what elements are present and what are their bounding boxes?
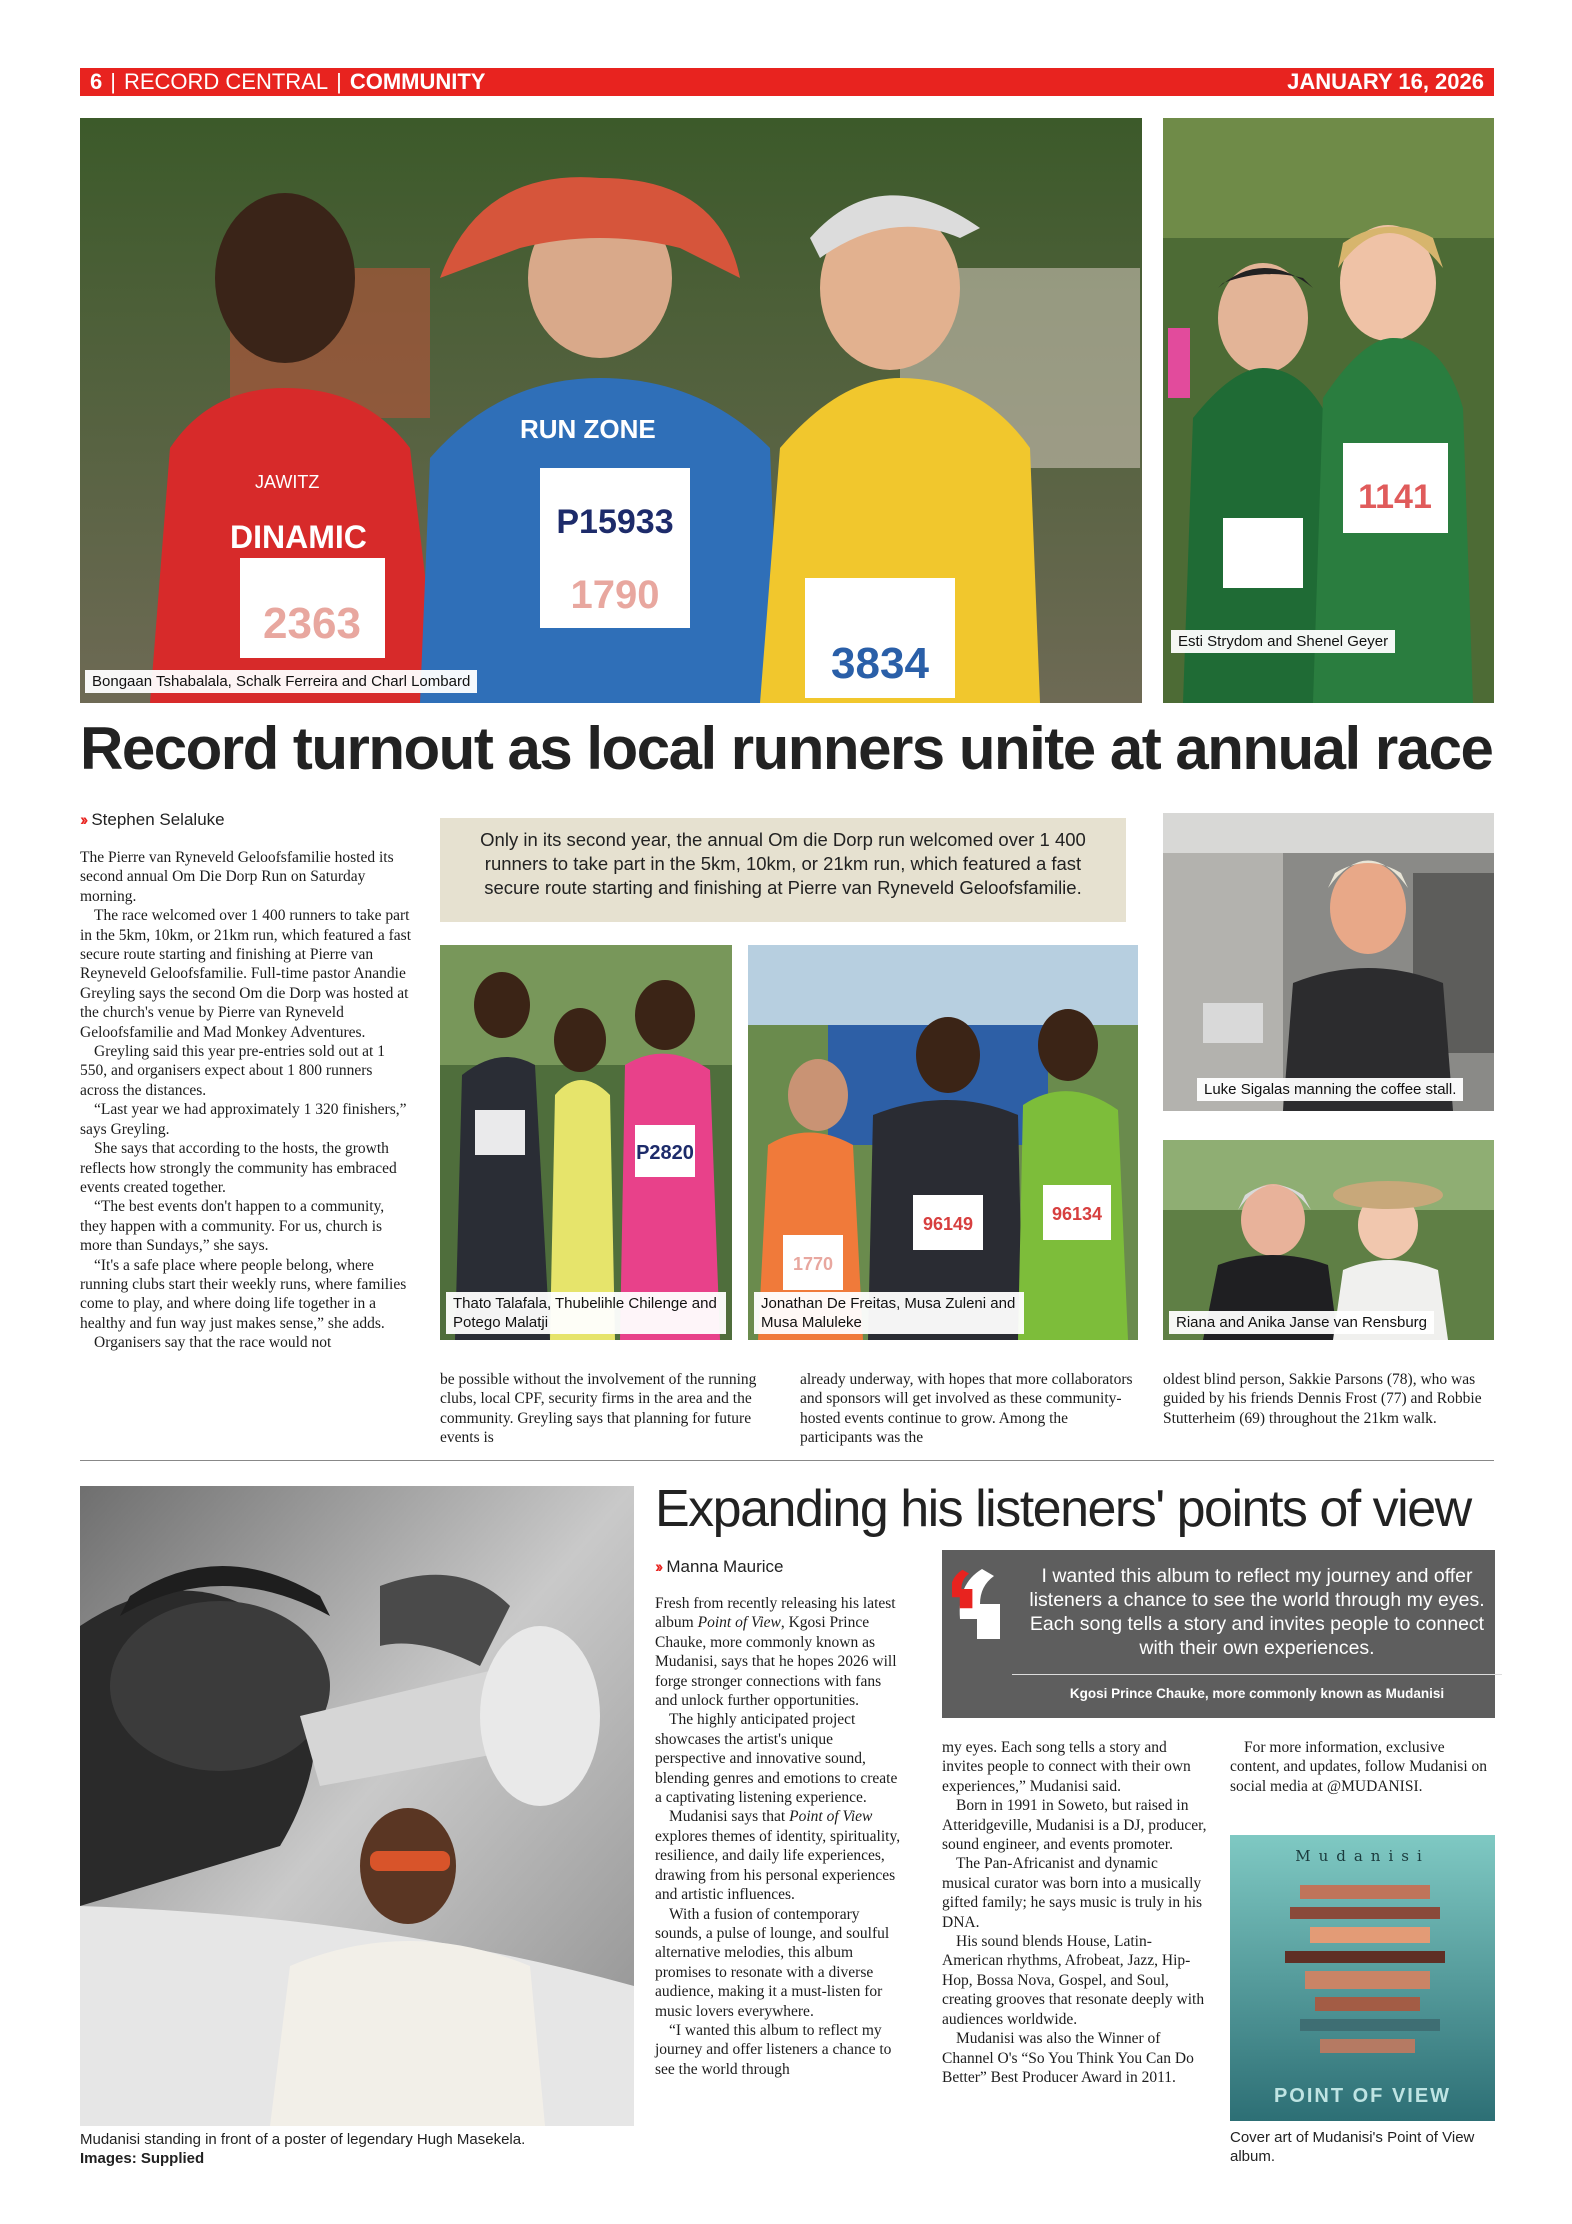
paragraph: The Pierre van Ryneveld Geloofsfamilie hosted its second annual Om Die Dorp Run on Saturday morning. (80, 849, 394, 905)
section-name: COMMUNITY (349, 69, 486, 94)
article-headline: Expanding his listeners' points of view (655, 1480, 1471, 1538)
quote-mark-icon (952, 1564, 1002, 1644)
photo-caption: Esti Strydom and Shenel Geyer (1171, 630, 1395, 653)
svg-text:DINAMIC: DINAMIC (230, 519, 367, 555)
paragraph: “It's a safe place where people belong, where running clubs start their weekly runs, where families come to play, and where doing life together in a healthy and fun way just makes sense,” she adds. (80, 1256, 407, 1332)
paragraph: my eyes. Each song tells a story and invites people to connect with their own experiences,” Mudanisi said. (942, 1739, 1191, 1795)
issue-date: JANUARY 16, 2026 (1287, 69, 1484, 94)
header-left: 6 | RECORD CENTRAL | COMMUNITY (90, 69, 486, 94)
paragraph: For more information, exclusive content, and updates, follow Mudanisi on social media at @MUDANISI. (1230, 1739, 1487, 1795)
photo-caption: Mudanisi standing in front of a poster of legendary Hugh Masekela. (80, 2131, 526, 2148)
author-name: Manna Maurice (666, 1557, 784, 1576)
svg-text:P15933: P15933 (556, 503, 674, 541)
svg-text:RUN ZONE: RUN ZONE (520, 414, 656, 444)
paragraph: Mudanisi says that Point of View explores themes of identity, spirituality, resilience, and daily life experiences, drawing from his personal experiences and artistic influences. (655, 1808, 901, 1904)
photo-coffee-stall (1163, 813, 1494, 1111)
article-column-2 (942, 1738, 1207, 2087)
article-column-3 (1230, 1738, 1495, 1796)
svg-text:P2820: P2820 (636, 1142, 694, 1164)
photo-caption: Thato Talafala, Thubelihle Chilenge and Potego Malatji (446, 1292, 726, 1334)
photo-caption: Bongaan Tshabalala, Schalk Ferreira and Charl Lombard (85, 670, 477, 693)
paragraph: With a fusion of contemporary sounds, a pulse of lounge, and soulful alternative melodies, this album promises to resonate with a diverse audience, making it a must-listen for music lovers everywhere. (655, 1905, 890, 2020)
paragraph: Greyling said this year pre-entries sold out at 1 550, and organisers expect about 1 800 runners across the distances. (80, 1043, 385, 1099)
photo-group-1 (440, 945, 732, 1340)
photo-riana-anika (1163, 1140, 1494, 1340)
svg-text:JAWITZ: JAWITZ (255, 472, 320, 492)
paragraph: “The best events don't happen to a community, they happen with a community. For us, church is more than Sundays,” she says. (80, 1198, 385, 1255)
section-divider (80, 1460, 1494, 1461)
photo-two-runners (1163, 118, 1494, 703)
paragraph: “Last year we had approximately 1 320 finishers,” says Greyling. (80, 1101, 407, 1138)
photo-caption: Cover art of Mudanisi's Point of View album. (1230, 2129, 1475, 2165)
photo-mudanisi (80, 1486, 634, 2126)
chevron-icon: ›› (655, 1557, 661, 1576)
svg-text:96134: 96134 (1051, 1204, 1103, 1224)
article-column-4: oldest blind person, Sakkie Parsons (78), who was guided by his friends Dennis Frost (77) and Robbie Stutterheim (69) throughout the 21km walk. (1163, 1371, 1482, 1427)
svg-text:1770: 1770 (792, 1254, 834, 1274)
svg-text:3834: 3834 (831, 639, 929, 688)
chevron-icon: ›› (80, 810, 86, 829)
album-title: Point of View (789, 1808, 873, 1826)
article-column-2: be possible without the involvement of the running clubs, local CPF, security firms in the area and the community. Greyling says that planning for future events is (440, 1371, 757, 1447)
paragraph: The race welcomed over 1 400 runners to take part in the 5km, 10km, or 21km run, which featured a fast secure route starting and finishing at Pierre van Reyneveld Geloofsfamilie. Full-time pastor Anandie Greyling says the second Om die Dorp was hosted at the church's venue by Pierre van Ryneveld Geloofsfamilie and Mad Monkey Adventures. (80, 907, 412, 1041)
paragraph: The highly anticipated project showcases the artist's unique perspective and innovative sound, blending genres and emotions to create a captivating listening experience. (655, 1711, 898, 1807)
header-bar (80, 68, 1494, 96)
article-column-1 (80, 848, 412, 1353)
paragraph: His sound blends House, Latin-American rhythms, Afrobeat, Jazz, Hip-Hop, Bossa Nova, Gospel, and Soul, creating grooves that resonate deeply with audiences worldwide. (942, 1933, 1205, 2028)
publication-name: RECORD CENTRAL (123, 69, 329, 94)
svg-text:1790: 1790 (570, 573, 660, 617)
paragraph: Born in 1991 in Soweto, but raised in Atteridgeville, Mudanisi is a DJ, producer, sound engineer, and events promoter. (942, 1797, 1207, 1854)
byline (80, 810, 225, 830)
author-name: Stephen Selaluke (91, 810, 225, 829)
paragraph: She says that according to the hosts, the growth reflects how strongly the community has embraced events created together. (80, 1140, 397, 1196)
album-title: POINT OF VIEW (1273, 2085, 1452, 2107)
article-column-1 (655, 1594, 905, 2079)
photo-caption: Riana and Anika Janse van Rensburg (1169, 1311, 1434, 1334)
paragraph: Organisers say that the race would not (94, 1334, 332, 1352)
article-headline: Record turnout as local runners unite at annual race (80, 715, 1493, 782)
quote-box (942, 1550, 1495, 1718)
svg-text:96149: 96149 (922, 1214, 974, 1234)
photo-main-runners (80, 118, 1142, 703)
pull-quote: Only in its second year, the annual Om die Dorp run welcomed over 1 400 runners to take part in the 5km, 10km, or 21km run, which featured a fast secure route starting and finishing at Pierre van Ryneveld Geloofsfamilie. (440, 818, 1126, 922)
paragraph: Fresh from recently releasing his latest album Point of View, Kgosi Prince Chauke, more commonly known as Mudanisi, says that he hopes 2026 will forge stronger connections with fans and unlock further opportunities. (655, 1595, 897, 1710)
paragraph: “I wanted this album to reflect my journey and offer listeners a chance to see the world through (655, 2021, 892, 2078)
quote-text: I wanted this album to reflect my journey and offer listeners a chance to see the world through my eyes. Each song tells a story and invites people to connect with their own experiences. (1029, 1565, 1485, 1659)
photo-credit: Images: Supplied (80, 2150, 205, 2167)
quote-attribution: Kgosi Prince Chauke, more commonly known as Mudanisi (1069, 1686, 1445, 1701)
page-number: 6 (90, 69, 103, 94)
paragraph: The Pan-Africanist and dynamic musical curator was born into a musically gifted family; he says music is truly in his DNA. (942, 1855, 1203, 1931)
photo-caption: Jonathan De Freitas, Musa Zuleni and Musa Maluleke (754, 1292, 1024, 1334)
byline (655, 1557, 784, 1577)
svg-text:1141: 1141 (1358, 478, 1432, 516)
paragraph: Mudanisi was also the Winner of Channel O's “So You Think You Can Do Better” Best Producer Award in 2011. (942, 2030, 1194, 2086)
svg-text:2363: 2363 (263, 599, 361, 648)
album-artist: Mudanisi (1295, 1847, 1430, 1865)
photo-caption: Luke Sigalas manning the coffee stall. (1197, 1078, 1463, 1101)
article-column-3: already underway, with hopes that more collaborators and sponsors will get involved as these community-hosted events continue to grow. Among the participants was the (800, 1371, 1133, 1447)
photo-album-cover (1230, 1835, 1495, 2121)
album-title: Point of View (697, 1614, 781, 1632)
quote-divider (1012, 1674, 1502, 1675)
photo-group-2 (748, 945, 1138, 1340)
